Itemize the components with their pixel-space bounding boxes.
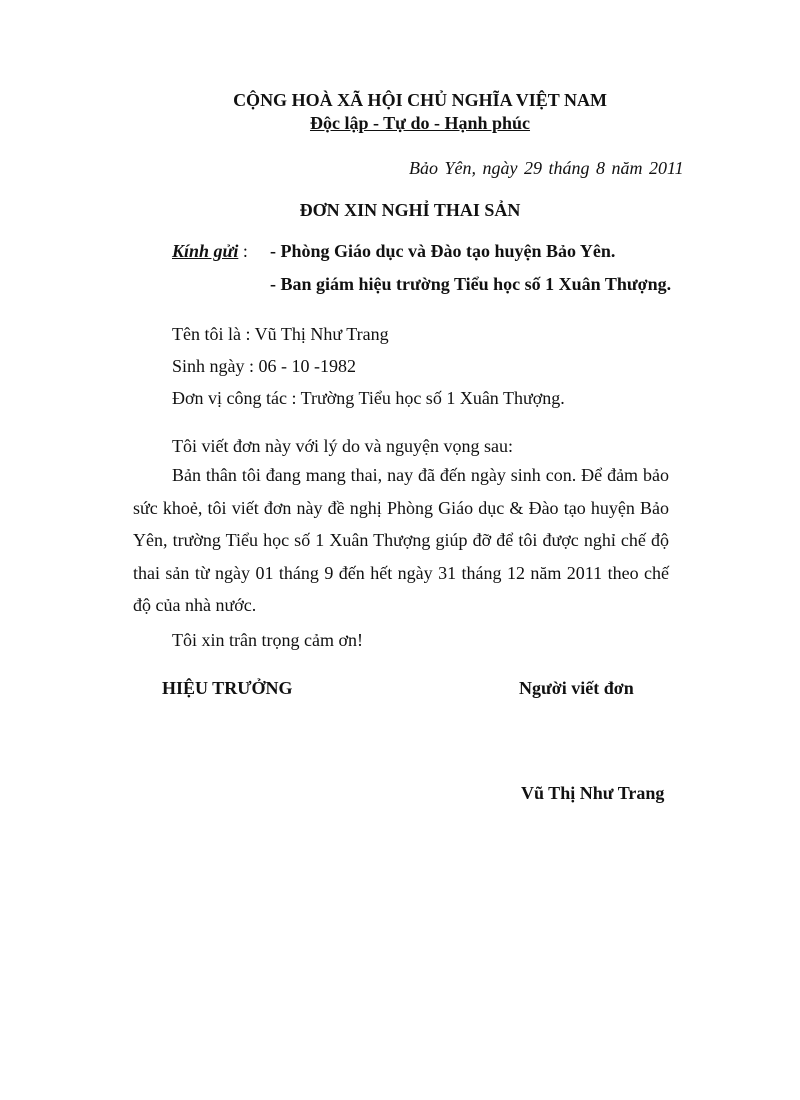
recipient-item: - Phòng Giáo dục và Đào tạo huyện Bảo Yên. <box>270 241 616 261</box>
place-and-date: Bảo Yên, ngày 29 tháng 8 năm 2011 <box>409 158 684 178</box>
recipients-label-text: Kính gửi <box>172 241 239 261</box>
applicant-workplace: Đơn vị công tác : Trường Tiểu học số 1 Xuân Thượng. <box>172 388 565 408</box>
applicant-signature-name: Vũ Thị Như Trang <box>521 783 665 803</box>
applicant-name: Tên tôi là : Vũ Thị Như Trang <box>172 324 389 344</box>
national-name-heading: CỘNG HOÀ XÃ HỘI CHỦ NGHĨA VIỆT NAM <box>233 90 607 110</box>
recipients-label-separator: : <box>238 241 248 261</box>
applicant-signature-title: Người viết đơn <box>519 678 634 698</box>
principal-signature-title: HIỆU TRƯỞNG <box>162 678 293 698</box>
national-motto: Độc lập - Tự do - Hạnh phúc <box>309 113 531 133</box>
document-title: ĐƠN XIN NGHỈ THAI SẢN <box>299 200 521 220</box>
recipients-label <box>172 241 248 262</box>
closing-thanks: Tôi xin trân trọng cảm ơn! <box>172 630 363 650</box>
body-intro: Tôi viết đơn này với lý do và nguyện vọng sau: <box>172 436 513 456</box>
recipient-item: - Ban giám hiệu trường Tiểu học số 1 Xuân Thượng. <box>270 274 672 294</box>
applicant-dob: Sinh ngày : 06 - 10 -1982 <box>172 356 356 376</box>
body-paragraph: Bản thân tôi đang mang thai, nay đã đến ngày sinh con. Để đảm bảo sức khoẻ, tôi viết đơn này đề nghị Phòng Giáo dục & Đào tạo huyện Bảo Yên, trường Tiểu học số 1 Xuân Thượng giúp đỡ để tôi được nghỉ chế độ thai sản từ ngày 01 tháng 9 đến hết ngày 31 tháng 12 năm 2011 theo chế độ của nhà nước. <box>133 465 669 615</box>
